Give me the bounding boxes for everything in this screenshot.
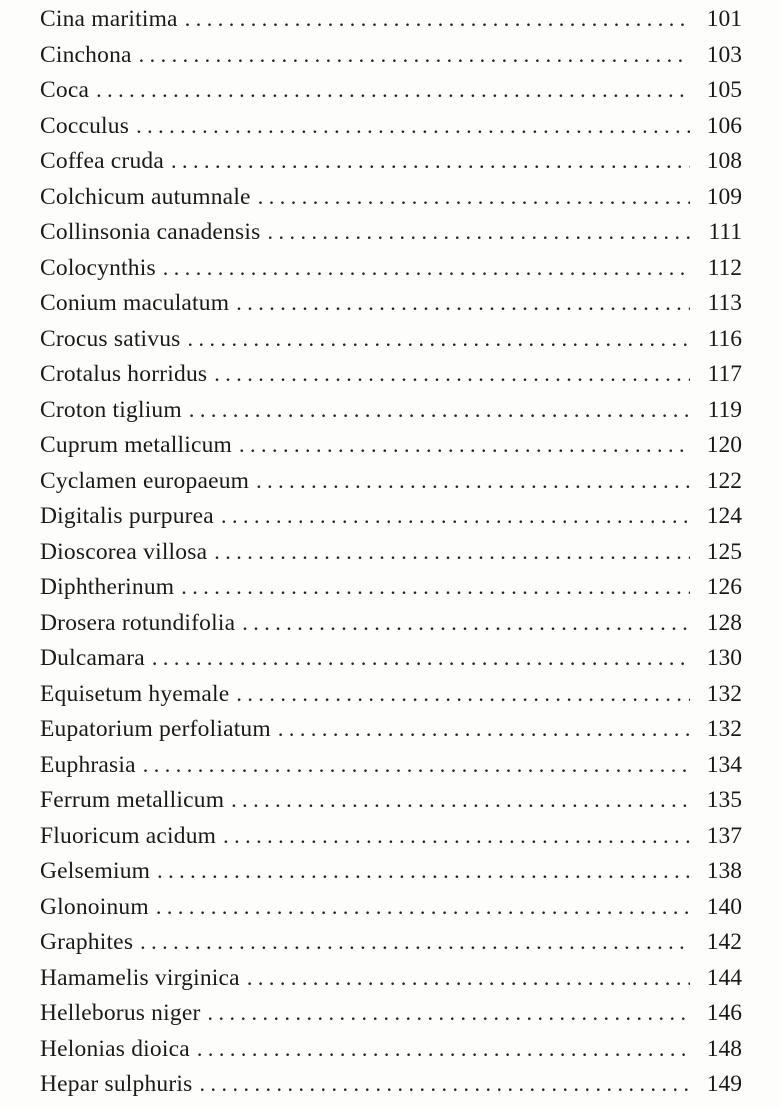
toc-entry-page: 140 [706,893,742,920]
dotted-leader-icon [143,752,690,779]
toc-entry [40,610,742,646]
dotted-leader-icon [223,823,690,850]
toc-entry-title: Glonoinum [40,893,149,920]
toc-entry-title: Cina maritima [40,6,178,32]
toc-entry [40,823,742,859]
toc-entry-title: Colocynthis [40,254,156,281]
toc-entry-page: 117 [707,361,742,387]
dotted-leader-icon [242,610,690,637]
dotted-leader-icon [231,787,690,814]
toc-entry-title: Graphites [40,929,134,955]
dotted-leader-icon [239,432,690,459]
toc-entry-page: 149 [706,1071,742,1097]
dotted-leader-icon [236,681,690,708]
toc-entry-title: Ferrum metallicum [40,787,225,813]
toc-entry [40,1000,742,1036]
toc-entry-page: 101 [706,6,742,32]
toc-entry-page: 126 [706,574,742,600]
toc-entry-title: Helonias dioica [40,1035,190,1062]
toc-entry-title: Hepar sulphuris [40,1071,193,1097]
toc-entry-page: 146 [706,1000,742,1026]
dotted-leader-icon [221,503,690,530]
toc-entry-title: Equisetum hyemale [40,680,230,707]
dotted-leader-icon [156,894,690,921]
dotted-leader-icon [199,1071,690,1098]
toc-entry-page: 125 [706,538,742,565]
toc-entry [40,113,742,149]
dotted-leader-icon [185,6,690,33]
dotted-leader-icon [278,716,690,743]
toc-entry-page: 106 [706,112,742,139]
dotted-leader-icon [96,77,690,104]
toc-entry-title: Gelsemium [40,858,151,884]
toc-entry [40,468,742,504]
dotted-leader-icon [214,361,690,388]
dotted-leader-icon [256,468,690,495]
toc-entry-title: Colchicum autumnale [40,183,251,210]
toc-entry [40,361,742,397]
toc-entry [40,894,742,930]
toc-entry-page: 111 [708,219,742,245]
toc-entry-title: Coca [40,77,90,103]
toc-entry [40,681,742,717]
toc-entry-title: Digitalis purpurea [40,503,214,529]
toc-entry-title: Helleborus niger [40,1000,201,1026]
dotted-leader-icon [171,148,690,175]
dotted-leader-icon [181,574,690,601]
dotted-leader-icon [197,1036,690,1063]
toc-entry-page: 132 [706,716,742,742]
toc-entry-page: 122 [706,467,742,494]
toc-entry-title: Eupatorium perfoliatum [40,716,271,742]
dotted-leader-icon [163,255,690,282]
toc-entry-page: 135 [706,787,742,813]
dotted-leader-icon [267,219,690,246]
dotted-leader-icon [207,1000,690,1027]
dotted-leader-icon [136,113,690,140]
dotted-leader-icon [188,326,690,353]
toc-entry [40,929,742,965]
toc-entry [40,965,742,1001]
toc-entry-title: Dulcamara [40,645,145,671]
dotted-leader-icon [152,645,690,672]
toc-entry-page: 124 [706,503,742,529]
toc-entry-page: 130 [706,645,742,671]
toc-entry-page: 144 [706,964,742,991]
toc-entry-page: 132 [706,680,742,707]
toc-entry-page: 138 [706,858,742,884]
toc-entry-title: Conium maculatum [40,290,230,316]
dotted-leader-icon [247,965,690,992]
toc-entry [40,219,742,255]
toc-entry-page: 113 [707,290,742,316]
toc-entry [40,858,742,894]
toc-entry-page: 116 [707,325,742,352]
toc-entry-title: Euphrasia [40,751,136,778]
toc-entry-page: 112 [707,254,742,281]
toc-entry-title: Fluoricum acidum [40,822,217,849]
toc-entry [40,1036,742,1072]
toc-entry-title: Dioscorea villosa [40,538,208,565]
toc-entry [40,184,742,220]
toc-entry-page: 108 [706,148,742,174]
toc-entry-title: Croton tiglium [40,396,182,423]
toc-entry [40,432,742,468]
toc-entry [40,290,742,326]
toc-entry-page: 128 [706,609,742,636]
toc-entry [40,6,742,42]
toc-entry [40,42,742,78]
toc-entry-title: Drosera rotundifolia [40,609,236,636]
toc-entry-title: Diphtherinum [40,574,175,600]
toc-entry [40,148,742,184]
toc-entry [40,503,742,539]
toc-entry-page: 103 [706,41,742,68]
toc-entry [40,77,742,113]
toc-entry-title: Cuprum metallicum [40,432,233,458]
dotted-leader-icon [189,397,690,424]
toc-entry-title: Crotalus horridus [40,361,208,387]
toc-entry [40,574,742,610]
toc-entry-page: 119 [707,396,742,423]
toc-entry [40,539,742,575]
toc-entry [40,752,742,788]
toc-entry [40,645,742,681]
toc-entry-title: Cocculus [40,112,130,139]
toc-entry-page: 148 [706,1035,742,1062]
toc-entry-page: 134 [706,751,742,778]
toc-entry-title: Coffea cruda [40,148,164,174]
toc-entry [40,716,742,752]
toc-entry [40,255,742,291]
toc-entry [40,326,742,362]
toc-list [40,6,742,1107]
toc-entry-page: 137 [706,822,742,849]
toc-entry-title: Crocus sativus [40,325,181,352]
toc-entry-page: 105 [706,77,742,103]
toc-entry-title: Collinsonia canadensis [40,219,261,245]
toc-entry-page: 120 [706,432,742,458]
toc-entry-page: 109 [706,183,742,210]
toc-entry [40,787,742,823]
toc-entry-title: Cyclamen europaeum [40,467,250,494]
toc-entry [40,397,742,433]
toc-entry [40,1071,742,1107]
toc-entry-title: Hamamelis virginica [40,964,240,991]
dotted-leader-icon [236,290,690,317]
dotted-leader-icon [139,42,690,69]
toc-entry-page: 142 [706,929,742,955]
dotted-leader-icon [140,929,690,956]
dotted-leader-icon [214,539,690,566]
toc-entry-title: Cinchona [40,41,132,68]
dotted-leader-icon [157,858,690,885]
dotted-leader-icon [258,184,690,211]
